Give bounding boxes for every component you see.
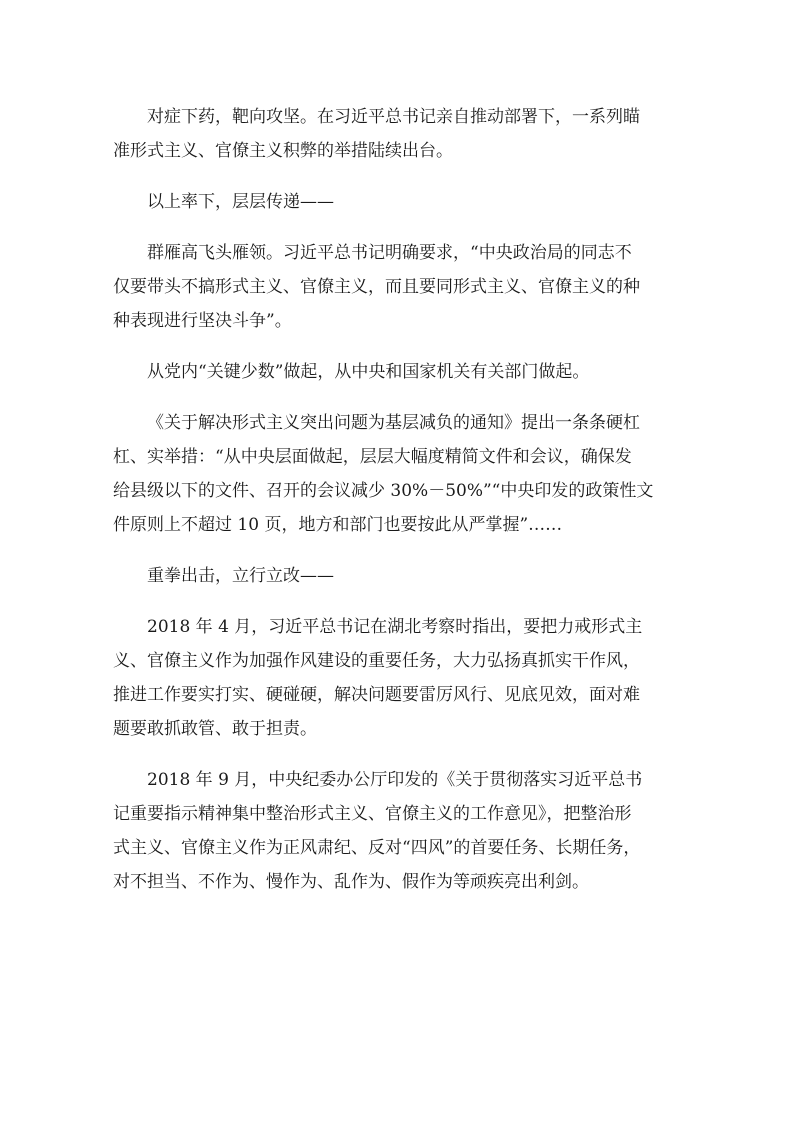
paragraph-line: 2018 年 9 月，中央纪委办公厅印发的《关于贯彻落实习近平总书 bbox=[147, 770, 643, 790]
paragraph-line: 杠、实举措：“从中央层面做起，层层大幅度精简文件和会议，确保发 bbox=[113, 447, 632, 467]
paragraph-line: 推进工作要实打实、硬碰硬，解决问题要雷厉风行、见底见效，面对难 bbox=[113, 685, 640, 705]
paragraph-line: 群雁高飞头雁领。习近平总书记明确要求，“中央政治局的同志不 bbox=[147, 243, 632, 263]
paragraph-3 bbox=[113, 236, 653, 338]
paragraph-5 bbox=[113, 406, 653, 542]
paragraph-line: 对不担当、不作为、慢作为、乱作为、假作为等顽疾亮出利剑。 bbox=[113, 872, 589, 892]
paragraph-line: 种表现进行坚决斗争”。 bbox=[113, 311, 292, 331]
paragraph-7 bbox=[113, 610, 653, 746]
paragraph-line: 件原则上不超过 10 页，地方和部门也要按此从严掌握”…… bbox=[113, 515, 563, 535]
paragraph-2 bbox=[113, 185, 653, 219]
paragraph-line: 《关于解决形式主义突出问题为基层减负的通知》提出一条条硬杠 bbox=[147, 413, 640, 433]
paragraph-line: 从党内“关键少数”做起，从中央和国家机关有关部门做起。 bbox=[147, 362, 590, 382]
paragraph-6 bbox=[113, 559, 653, 593]
paragraph-line: 仅要带头不搞形式主义、官僚主义，而且要同形式主义、官僚主义的种 bbox=[113, 277, 640, 297]
paragraph-line: 重拳出击，立行立改—— bbox=[147, 566, 334, 586]
paragraph-line: 给县级以下的文件、召开的会议减少 30%－50%”“中央印发的政策性文 bbox=[113, 481, 654, 501]
paragraph-line: 题要敢抓敢管、敢于担责。 bbox=[113, 719, 317, 739]
paragraph-line: 记重要指示精神集中整治形式主义、官僚主义的工作意见》，把整治形 bbox=[113, 804, 632, 824]
paragraph-1 bbox=[113, 100, 653, 168]
paragraph-line: 义、官僚主义作为加强作风建设的重要任务，大力弘扬真抓实干作风， bbox=[113, 651, 640, 671]
paragraph-line: 2018 年 4 月，习近平总书记在湖北考察时指出，要把力戒形式主 bbox=[147, 617, 643, 637]
document-body bbox=[113, 100, 653, 916]
paragraph-line: 式主义、官僚主义作为正风肃纪、反对“四风”的首要任务、长期任务， bbox=[113, 838, 641, 858]
paragraph-line: 准形式主义、官僚主义积弊的举措陆续出台。 bbox=[113, 141, 453, 161]
paragraph-8 bbox=[113, 763, 653, 899]
paragraph-line: 对症下药，靶向攻坚。在习近平总书记亲自推动部署下，一系列瞄 bbox=[147, 107, 640, 127]
paragraph-4 bbox=[113, 355, 653, 389]
paragraph-line: 以上率下，层层传递—— bbox=[147, 192, 334, 212]
